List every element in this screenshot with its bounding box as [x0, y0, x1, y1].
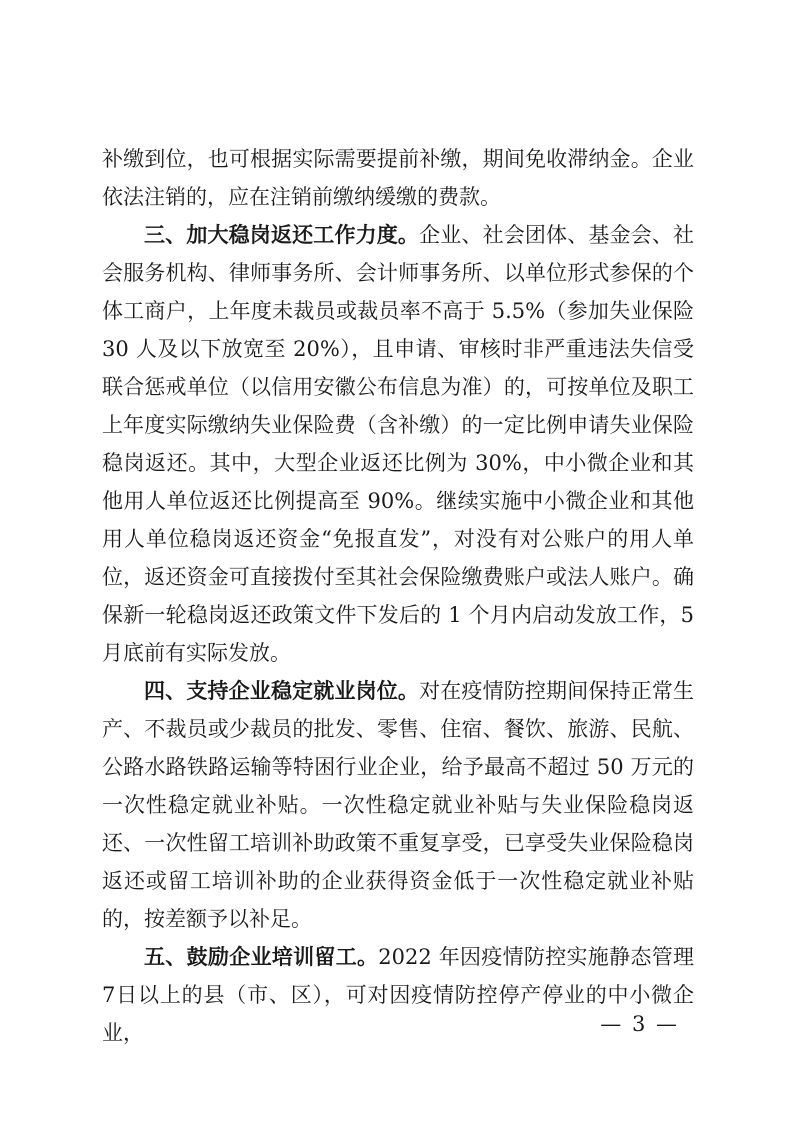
section-4-text: 对在疫情防控期间保持正常生产、不裁员或少裁员的批发、零售、住宿、餐饮、旅游、民航、公路水路铁路运输等特困行业企业，给予最高不超过 50 万元的一次性稳定就业补贴。一次性稳定就业补贴与失业保险稳岗返还、一次性留工培训补助政策不重复享受，已享受失业保险稳岗返还或留工培训补助的企业获得资金低于一次性稳定就业补贴的，按差额予以补足。 [102, 679, 695, 931]
section-5-heading: 五、鼓励企业培训留工。 [144, 945, 379, 969]
body-text [102, 140, 694, 1052]
section-3-heading: 三、加大稳岗返还工作力度。 [144, 223, 420, 247]
section-3-text: 企业、社会团体、基金会、社会服务机构、律师事务所、会计师事务所、以单位形式参保的个体工商户，上年度未裁员或裁员率不高于 5.5%（参加失业保险30 人及以下放宽至 20%），且申请、审核时非严重违法失信受联合惩戒单位（以信用安徽公布信息为准）的，可按单位及职工上年度实际缴纳失业保险费（含补缴）的一定比例申请失业保险稳岗返还。其中，大型企业返还比例为 30%，中小微企业和其他用人单位返还比例提高至 90%。继续实施中小微企业和其他用人单位稳岗返还资金“免报直发”，对没有对公账户的用人单位，返还资金可直接拨付至其社会保险缴费账户或法人账户。确保新一轮稳岗返还政策文件下发后的 1 个月内启动发放工作，5 月底前有实际发放。 [102, 223, 695, 665]
paragraph-text: 补缴到位，也可根据实际需要提前补缴，期间免收滞纳金。企业依法注销的，应在注销前缴纳缓缴的费款。 [102, 147, 694, 209]
paragraph-section-4 [102, 672, 694, 938]
section-4-heading: 四、支持企业稳定就业岗位。 [144, 679, 420, 703]
paragraph-section-3 [102, 216, 694, 672]
paragraph-continuation [102, 140, 694, 216]
page-number: — 3 — [600, 1012, 679, 1036]
section-5-text: 2022 年因疫情防控实施静态管理 7日以上的县（市、区），可对因疫情防控停产停业的中小微企业， [102, 945, 695, 1045]
